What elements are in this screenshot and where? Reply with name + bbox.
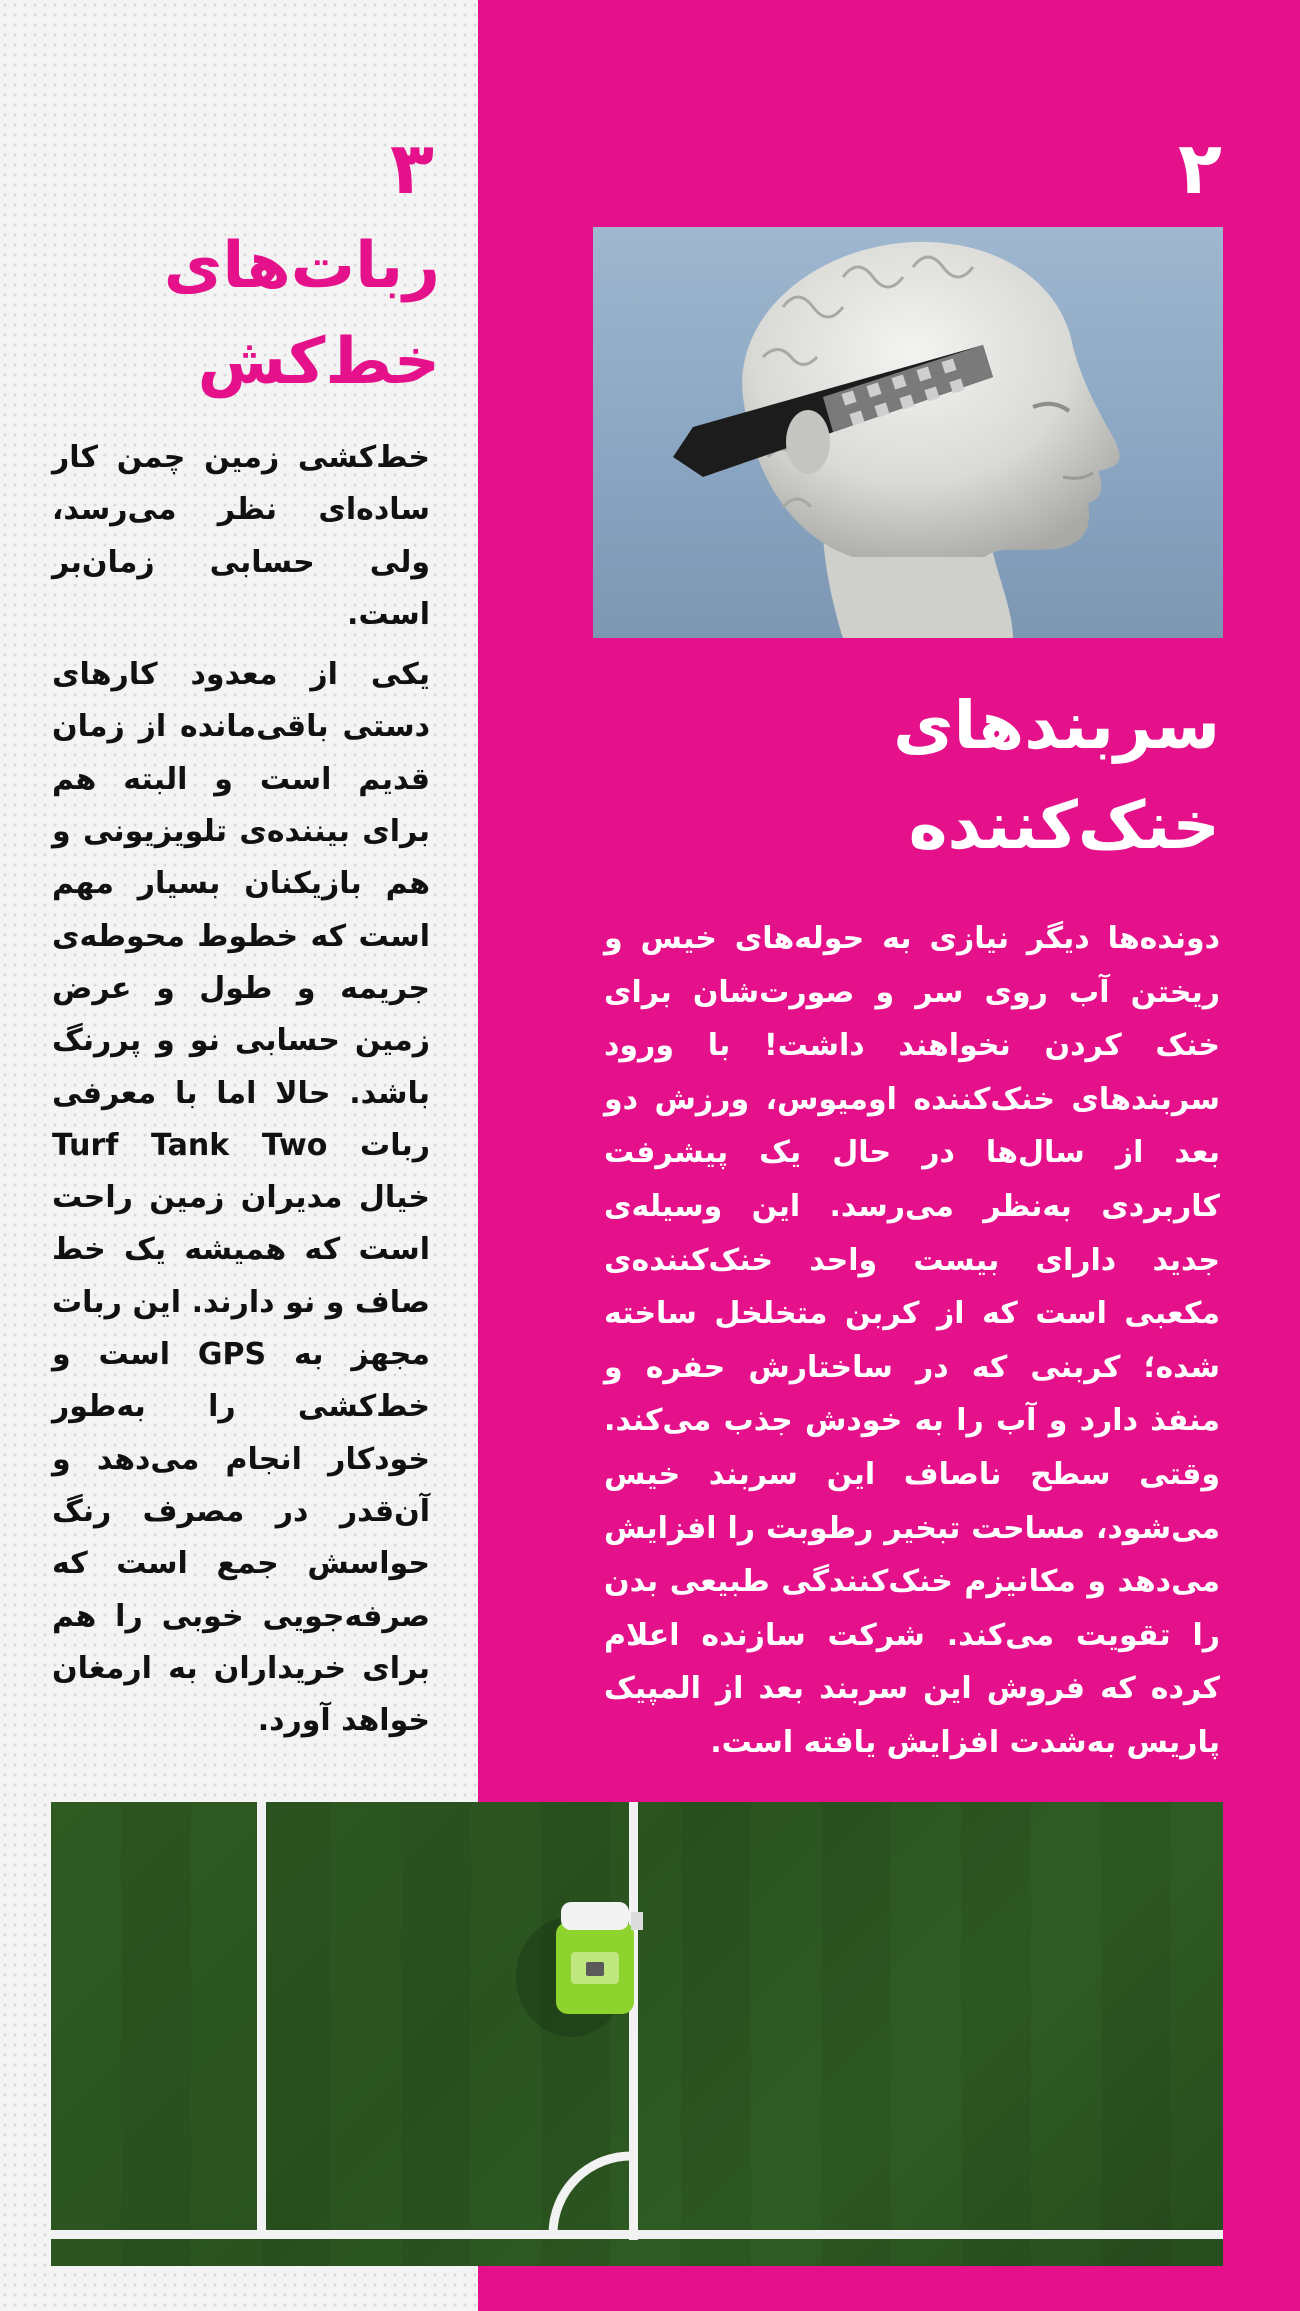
title-line: خط‌کش — [197, 325, 440, 399]
title-line: خنک‌کننده — [908, 787, 1220, 864]
section-number-robots: ۳ — [390, 126, 434, 210]
statue-headband-icon — [593, 227, 1223, 638]
statue-headband-photo — [593, 227, 1223, 638]
section-body-cooling: دونده‌ها دیگر نیازی به حوله‌های خیس و ریختن آب روی سر و صورت‌شان برای خنک کردن نخواهند داشت! با ورود سربندهای خنک‌کننده اومیوس، ورزش دو بعد از سال‌ها در حال یک پیشرفت کاربردی به‌نظر می‌رسد. این وسیله‌ی جدید دارای بیست واحد خنک‌کننده‌ی مکعبی است که از کربن متخلخل ساخته شده؛ کربنی که در ساختارش حفره و منفذ دارد و آب را به خودش جذب می‌کند. وقتی سطح ناصاف این سربند خیس می‌شود، مساحت تبخیر رطوبت را افزایش می‌دهد و مکانیزم خنک‌کنندگی طبیعی بدن را تقویت می‌کند. شرکت سازنده اعلام کرده که فروش این سربند بعد از المپیک پاریس به‌شدت افزایش یافته است. — [604, 921, 1220, 1760]
title-line: سربندهای — [893, 687, 1220, 764]
section-title-robots — [40, 218, 440, 410]
line-marking-robot-icon — [51, 1802, 1223, 2266]
turf-field-photo — [51, 1802, 1223, 2266]
paragraph: خط‌کشی زمین چمن کار ساده‌ای نظر می‌رسد، ولی حسابی زمان‌بر است. — [52, 440, 430, 632]
paragraph: یکی از معدود کارهای دستی باقی‌مانده از زمان قدیم است و البته هم برای بیننده‌ی تلویزیونی و هم بازیکنان بسیار مهم است که خطوط محوطه‌ی جریمه و طول و عرض زمین حسابی نو و پررنگ باشد. حالا اما با معرفی ربات Turf Tank Two خیال مدیران زمین راحت است که همیشه یک خط صاف و نو دارند. این ربات مجهز به GPS است و خط‌کشی را به‌طور خودکار انجام می‌دهد و آن‌قدر در مصرف رنگ حواسش جمع است که صرفه‌جویی خوبی را هم برای خریداران به ارمغان خواهد آورد. — [52, 657, 430, 1739]
section-title-cooling — [520, 676, 1220, 876]
title-line: ربات‌های — [163, 229, 440, 303]
section-number-cooling: ۲ — [1178, 126, 1222, 210]
section-body-robots — [52, 432, 430, 1755]
